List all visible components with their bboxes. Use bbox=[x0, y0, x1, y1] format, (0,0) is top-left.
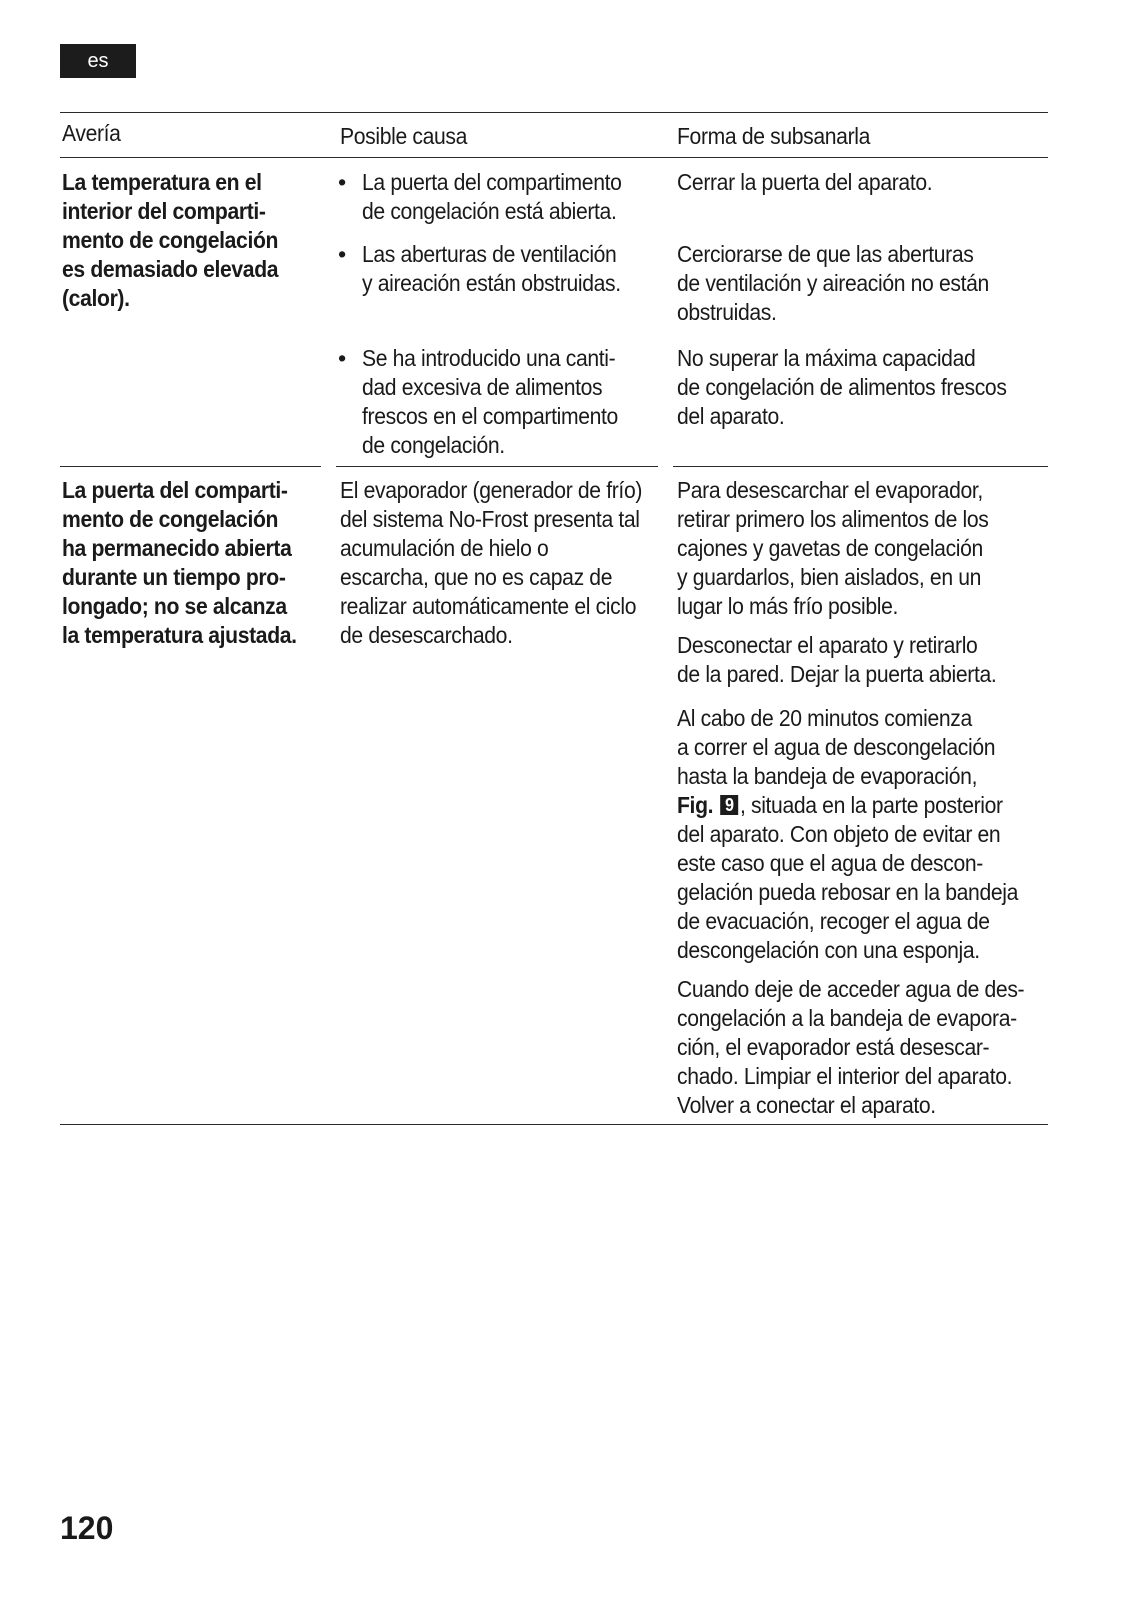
fault-description: La puerta del comparti- mento de congelación ha permanecido abierta durante un tiempo pro- longado; no se alcanza la temperatura ajustada. bbox=[62, 477, 297, 648]
remedy-item: Al cabo de 20 minutos comienza a correr el agua de descongelación hasta la bandeja de evaporación, bbox=[677, 705, 996, 789]
language-tag: es bbox=[60, 44, 136, 78]
remedy-item: Desconectar el aparato y retirarlo de la pared. Dejar la puerta abierta. bbox=[677, 632, 997, 687]
bullet-icon: • bbox=[338, 345, 347, 371]
header-bottom-rule bbox=[60, 157, 1048, 158]
remedy-item: Para desescarchar el evaporador, retirar primero los alimentos de los cajones y gavetas de congelación y guardarlos, bien aislados, en un lugar lo más frío posible. bbox=[677, 477, 989, 619]
table-top-rule bbox=[60, 112, 1048, 113]
cause-item: Las aberturas de ventilación y aireación están obstruidas. bbox=[362, 241, 621, 296]
cause-item: La puerta del compartimento de congelación está abierta. bbox=[362, 169, 622, 224]
column-header-cause: Posible causa bbox=[340, 123, 468, 149]
column-header-fault: Avería bbox=[62, 120, 121, 146]
remedy-item: Cerciorarse de que las aberturas de ventilación y aireación no están obstruidas. bbox=[677, 241, 989, 325]
remedy-item: Cerrar la puerta del aparato. bbox=[677, 169, 933, 195]
figure-label: Fig. bbox=[677, 792, 714, 818]
page-number: 120 bbox=[60, 1510, 114, 1546]
table-bottom-rule bbox=[60, 1124, 1048, 1125]
bullet-icon: • bbox=[338, 169, 347, 195]
cause-item: El evaporador (generador de frío) del sistema No-Frost presenta tal acumulación de hielo o escarcha, que no es capaz de realizar automáticamente el ciclo de desescarchado. bbox=[340, 477, 643, 648]
bullet-icon: • bbox=[338, 241, 347, 267]
row-separator bbox=[60, 466, 321, 467]
figure-number-badge: 9 bbox=[720, 795, 738, 815]
remedy-item: No superar la máxima capacidad de congelación de alimentos frescos del aparato. bbox=[677, 345, 1007, 429]
figure-reference-line bbox=[677, 791, 1003, 820]
remedy-item: del aparato. Con objeto de evitar en este caso que el agua de descon- gelación pueda rebosar en la bandeja de evacuación, recoger el agua de descongelación con una esponja. bbox=[677, 821, 1019, 963]
row-separator bbox=[336, 466, 658, 467]
cause-item: Se ha introducido una canti- dad excesiva de alimentos frescos en el compartimento de congelación. bbox=[362, 345, 618, 458]
remedy-item: Cuando deje de acceder agua de des- congelación a la bandeja de evapora- ción, el evaporador está desescar- chado. Limpiar el interior del aparato. Volver a conectar el aparato. bbox=[677, 976, 1025, 1118]
row-separator bbox=[673, 466, 1048, 467]
fault-description: La temperatura en el interior del comparti- mento de congelación es demasiado elevada (calor). bbox=[62, 169, 279, 311]
column-header-remedy: Forma de subsanarla bbox=[677, 123, 871, 149]
figure-reference-text: , situada en la parte posterior bbox=[739, 792, 1003, 818]
